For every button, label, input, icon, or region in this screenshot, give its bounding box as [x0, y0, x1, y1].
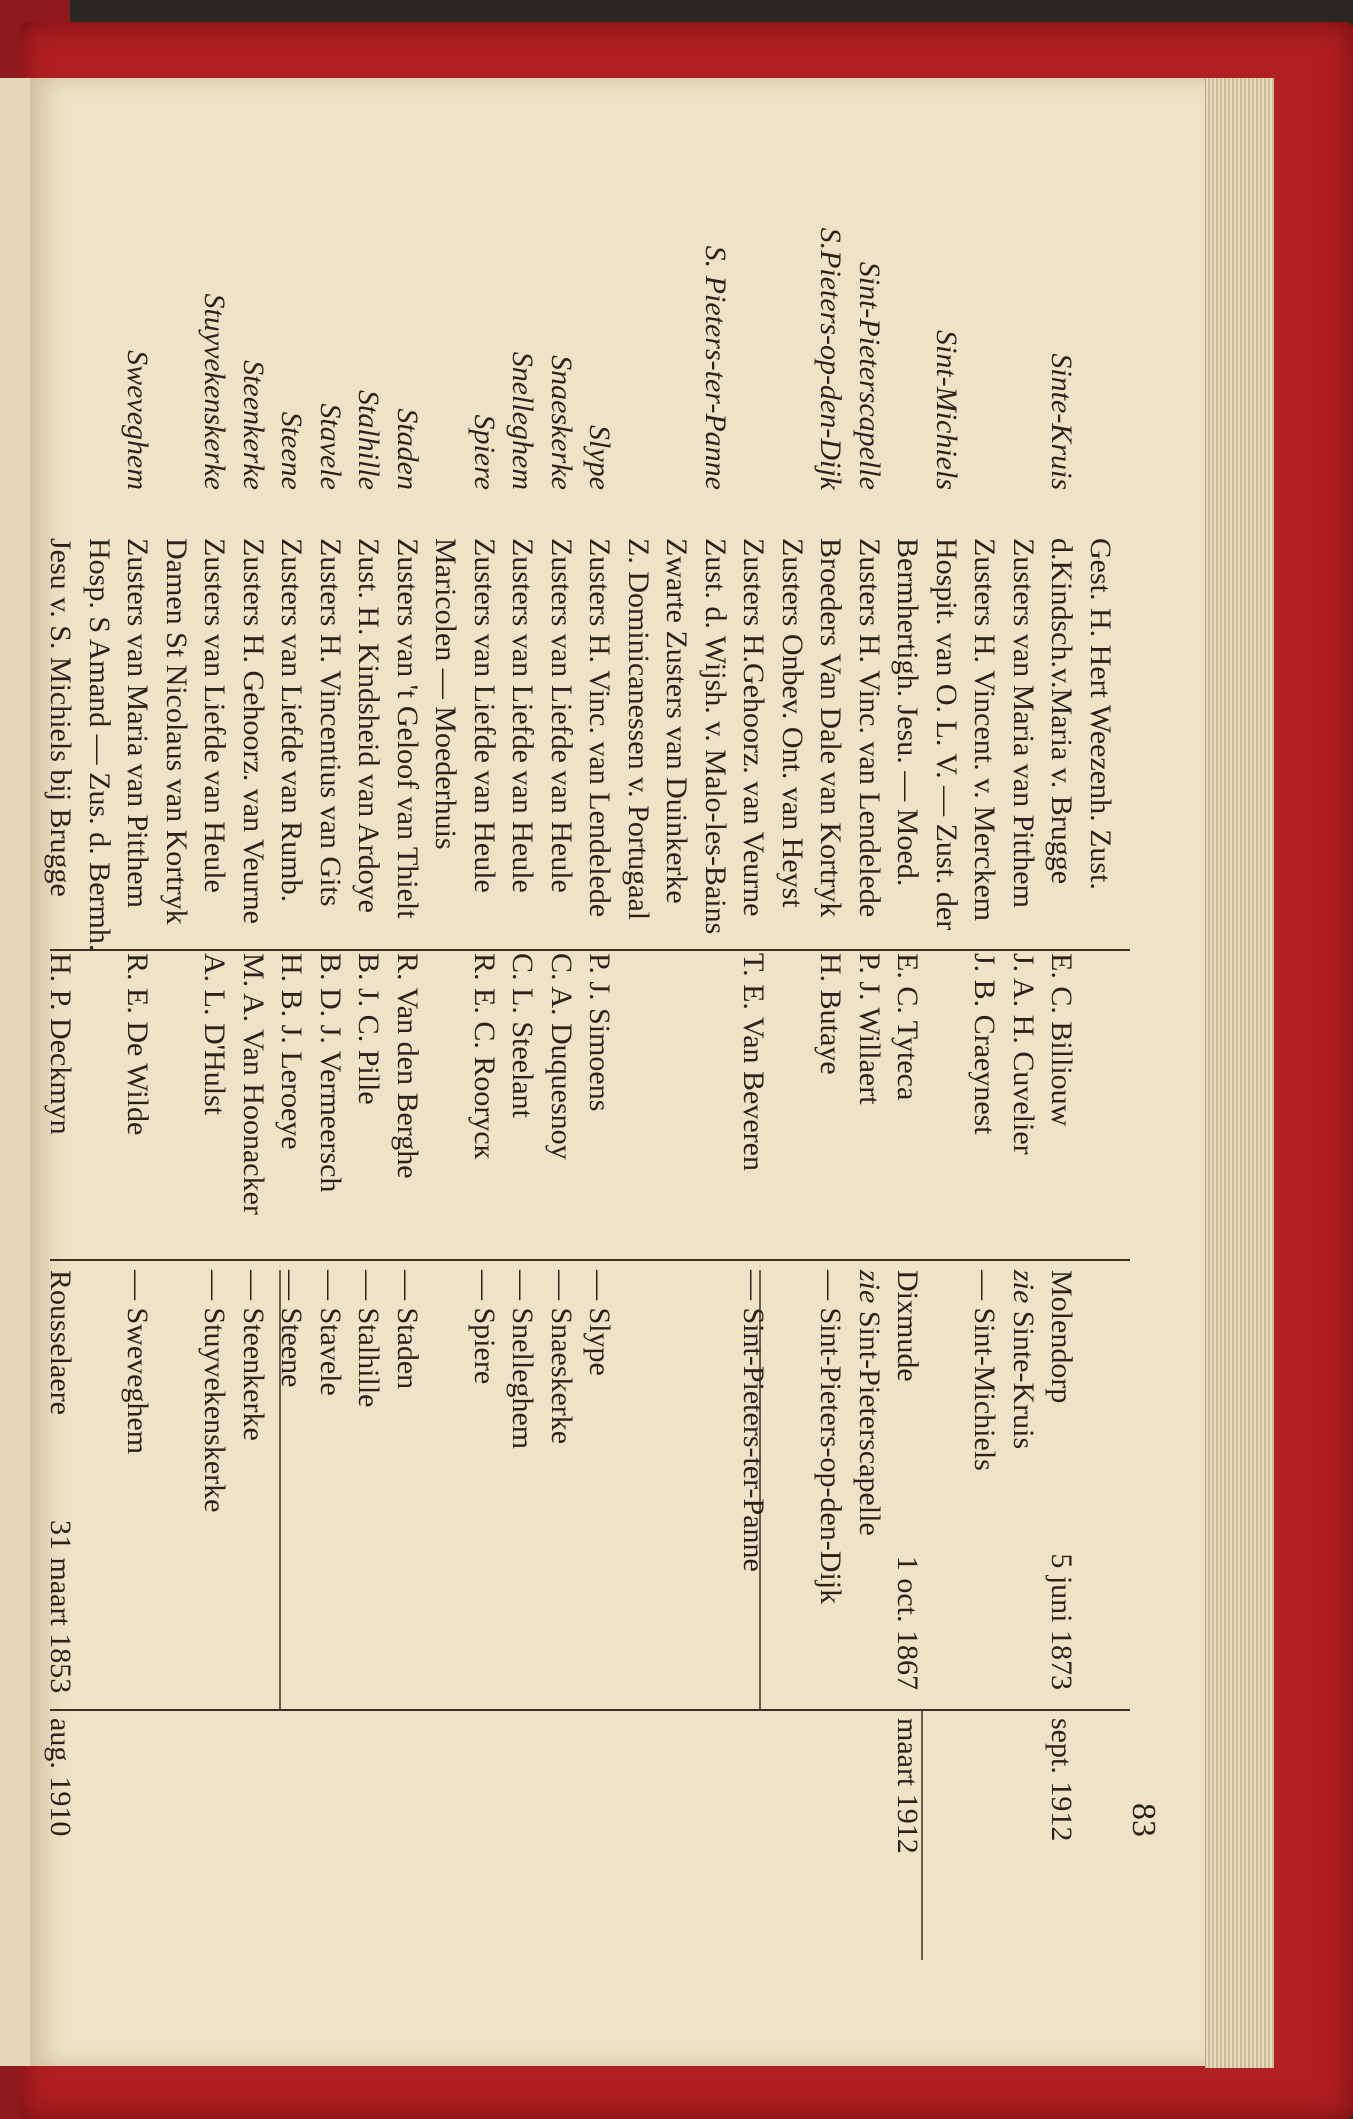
table-row [734, 60, 774, 2020]
home-cell: — Snelleghem [506, 1270, 540, 1450]
place-cell: S. Pieters-ter-Panne [699, 245, 732, 490]
appointed-cell: maart 1912 [891, 1718, 925, 1854]
page-number: 83 [1125, 1803, 1162, 1837]
table-row [156, 60, 196, 2020]
place-cell: Sint-Michiels [930, 330, 963, 490]
director-cell: C. A. Duquesnoy [545, 953, 578, 1160]
table-row [618, 60, 658, 2020]
table-row [195, 60, 235, 2020]
home-cell: — Snaeskerke [545, 1270, 578, 1445]
director-cell: H. P. Deckmyn [44, 953, 78, 1135]
institution-cell: Zust. d. Wijsh. v. Malo-les-Bains [699, 538, 732, 935]
director-cell: B. J. C. Pille [352, 953, 386, 1105]
table-row [272, 60, 312, 2020]
institution-cell: Maricolen — Moederhuis [429, 538, 463, 850]
place-cell: S.Pieters-op-den-Dijk [814, 227, 848, 490]
table-row [1003, 60, 1043, 2020]
institution-cell: Damen St Nicolaus van Kortryk [160, 538, 193, 925]
home-cell: zie Sint-Pieterscapelle [853, 1270, 886, 1536]
director-cell: R. Van den Berghe [391, 953, 424, 1179]
institution-cell: Hospit. van O. L. V. — Zust. der [930, 538, 963, 931]
home-cell: — Stuyvekenskerke [198, 1270, 232, 1513]
director-cell: B. D. J. Vermeersch [314, 953, 347, 1193]
table-row [233, 60, 273, 2020]
home-cell: — Spiere [468, 1270, 501, 1385]
institution-cell: Broeders Van Dale van Kortryk [814, 538, 848, 918]
institution-cell: Zusters H. Vinc. van Lendelede [583, 538, 617, 918]
born-cell: 5 juni 1873 [1045, 1553, 1079, 1690]
table-row [118, 60, 158, 2020]
table-row [1080, 60, 1120, 2020]
institution-cell: Zusters van Maria van Pitthem [121, 538, 155, 908]
institution-cell: Zusters H. Gehoorz. van Veurne [237, 538, 270, 925]
director-cell: R. E. C. Roorycк [468, 953, 501, 1160]
table-row [79, 60, 119, 2020]
home-cell: — Slype [583, 1270, 617, 1376]
place-cell: Stuyvekenskerke [198, 293, 232, 490]
institution-cell: Zusters van Liefde van Heule [468, 538, 501, 893]
institution-cell: Z. Dominicanessen v. Portugaal [622, 538, 655, 921]
institution-cell: Jesu v. S. Michiels bij Brugge [44, 538, 78, 897]
table-row [541, 60, 581, 2020]
home-cell: — Steene [275, 1270, 309, 1388]
place-cell: Steenkerke [237, 360, 270, 490]
place-cell: Snelleghem [506, 351, 540, 490]
director-cell: M. A. Van Hoonacker [237, 953, 270, 1215]
home-cell: — Sint-Pieters-op-den-Dijk [814, 1270, 848, 1605]
table-row [657, 60, 697, 2020]
place-cell: Stavele [314, 403, 347, 490]
home-cell: zie Sinte-Kruis [1007, 1270, 1040, 1450]
table-row [387, 60, 427, 2020]
place-cell: Sweveghem [121, 350, 155, 490]
institution-cell: Zusters van Liefde van Heule [545, 538, 578, 893]
director-cell: R. E. De Wilde [121, 953, 155, 1136]
director-cell: A. L. D'Hulst [198, 953, 232, 1116]
table-row [580, 60, 620, 2020]
table-row [310, 60, 350, 2020]
table-row [965, 60, 1005, 2020]
table-row [888, 60, 928, 2020]
table-row [503, 60, 543, 2020]
appointed-cell: aug. 1910 [44, 1718, 78, 1837]
place-cell: Sint-Pieterscapelle [853, 261, 886, 490]
director-cell: J. B. Craeynest [968, 953, 1002, 1135]
table-row [811, 60, 851, 2020]
born-cell: 31 maart 1853 [44, 1520, 78, 1694]
institution-cell: d.Kindsch.v.Maria v. Brugge [1045, 538, 1079, 885]
institution-cell: Hosp. S Amand — Zus. d. Bermh. [83, 538, 116, 952]
place-cell: Snaeskerke [545, 355, 578, 490]
institution-cell: Zusters van Liefde van Rumb. [275, 538, 309, 903]
institution-cell: Zusters Onbev. Ont. van Heyst [776, 538, 809, 908]
place-cell: Staden [391, 408, 424, 490]
director-cell: P. J. Willaert [853, 953, 886, 1105]
table-row [772, 60, 812, 2020]
institution-cell: Gest. H. Hert Weezenh. Zust. [1084, 538, 1117, 890]
home-cell: Dixmude [891, 1270, 925, 1382]
born-cell: 1 oct. 1867 [891, 1555, 925, 1690]
table-row [849, 60, 889, 2020]
home-cell: — Stavele [314, 1270, 347, 1396]
table-row [464, 60, 504, 2020]
place-cell: Steene [275, 411, 309, 490]
institution-cell: Zusters van Liefde van Heule [506, 538, 540, 893]
institution-cell: Bermhertigh. Jesu. — Moed. [891, 538, 925, 887]
institution-cell: Zust. H. Kindsheid van Ardoye [352, 538, 386, 913]
director-cell: E. C. Billiouw [1045, 953, 1079, 1127]
home-cell: — Steenkerke [237, 1270, 270, 1441]
home-cell: — Sint-Pieters-ter-Panne [737, 1270, 771, 1572]
table-row [41, 60, 81, 2020]
home-cell: — Stalhille [352, 1270, 386, 1408]
institution-cell: Zusters H. Vincent. v. Merckem [968, 538, 1002, 922]
table-row [695, 60, 735, 2020]
institution-cell: Zwarte Zusters van Duinkerke [660, 538, 694, 904]
home-cell: Rousselaere [44, 1270, 78, 1415]
table-row [1042, 60, 1082, 2020]
home-cell: — Sweveghem [121, 1270, 155, 1455]
institution-cell: Zusters van Liefde van Heule [198, 538, 232, 893]
institution-cell: Zusters van 't Geloof van Thielt [391, 538, 424, 919]
director-cell: J. A. H. Cuvelier [1007, 953, 1040, 1155]
institution-cell: Zusters van Maria van Pitthem [1007, 538, 1040, 908]
place-cell: Sinte-Kruis [1045, 353, 1079, 490]
institution-cell: Zusters H.Gehoorz. van Veurne [737, 538, 771, 917]
director-cell: T. E. Van Beveren [737, 953, 771, 1171]
appointed-cell: sept. 1912 [1045, 1718, 1079, 1842]
rotated-register [30, 60, 1210, 2020]
director-cell: P. J. Simoens [583, 953, 617, 1112]
place-cell: Slype [583, 425, 617, 490]
home-cell: — Sint-Michiels [968, 1270, 1002, 1471]
home-cell: — Staden [391, 1270, 424, 1390]
director-cell: H. B. J. Leroeye [275, 953, 309, 1150]
table-row [349, 60, 389, 2020]
place-cell: Spiere [468, 414, 501, 490]
director-cell: E. C. Tyteca [891, 953, 925, 1101]
page-edges [1205, 78, 1274, 2068]
institution-cell: Zusters H. Vinc. van Lendelede [853, 538, 886, 918]
director-cell: C. L. Steelant [506, 953, 540, 1118]
table-row [426, 60, 466, 2020]
place-cell: Stalhille [352, 390, 386, 490]
table-row [926, 60, 966, 2020]
home-cell: Molendorp [1045, 1270, 1079, 1404]
director-cell: H. Butaye [814, 953, 848, 1075]
institution-cell: Zusters H. Vincentius van Gits [314, 538, 347, 907]
